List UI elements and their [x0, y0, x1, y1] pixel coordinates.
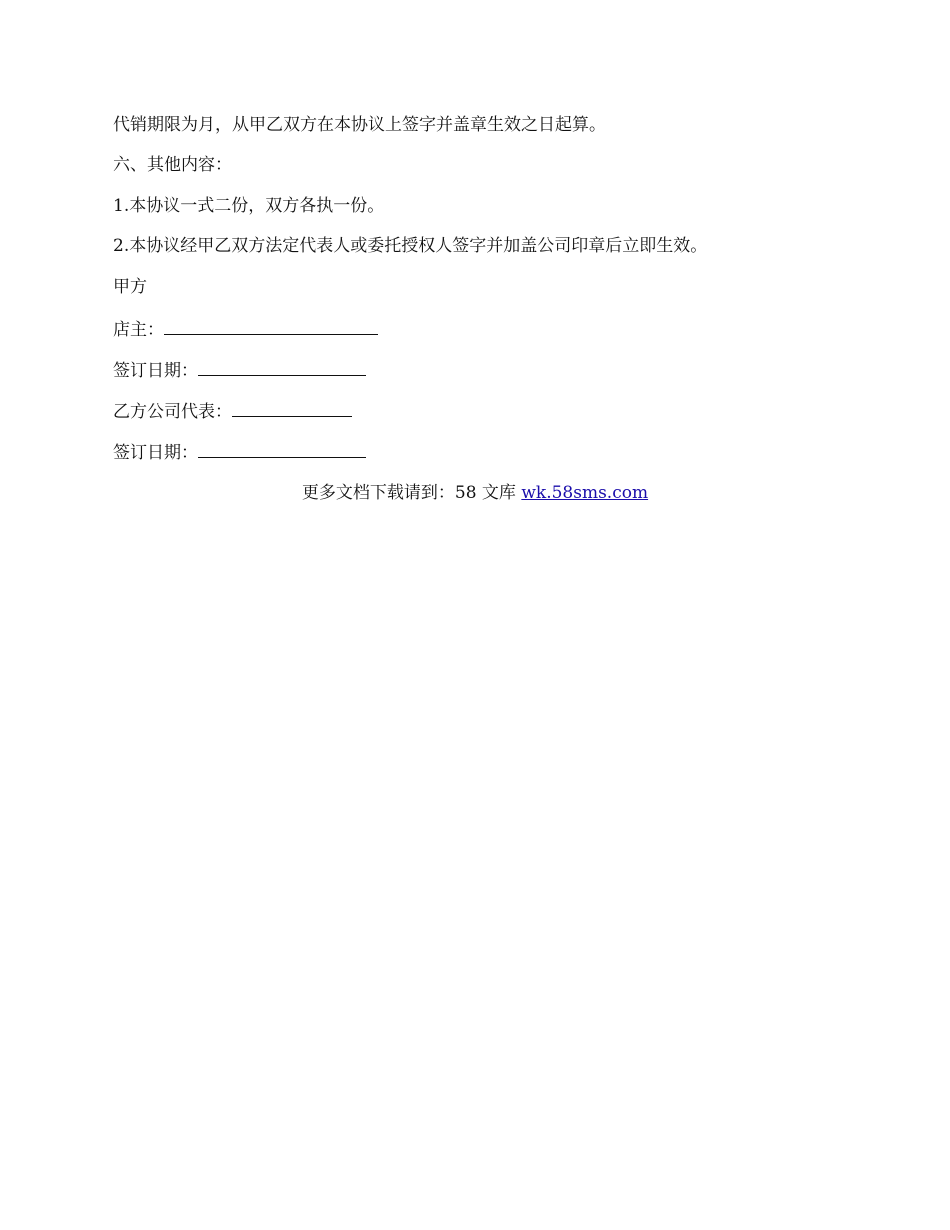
sign-date-blank-2	[198, 440, 366, 458]
party-a-label: 甲方	[113, 277, 147, 297]
sign-date-label-1: 签订日期：	[113, 361, 198, 381]
party-b-rep-row	[113, 399, 352, 423]
sign-date-row-1	[113, 358, 366, 382]
footer-link[interactable]: wk.58sms.com	[521, 483, 649, 503]
section-six-heading: 六、其他内容：	[113, 155, 232, 175]
clause-item-1: 1.本协议一式二份，双方各执一份。	[113, 196, 385, 216]
party-b-rep-label: 乙方公司代表：	[113, 402, 232, 422]
footer-text: 更多文档下载请到：58 文库	[301, 483, 522, 503]
sign-date-row-2	[113, 440, 366, 464]
sign-date-blank-1	[198, 358, 366, 376]
sign-date-label-2: 签订日期：	[113, 443, 198, 463]
term-paragraph: 代销期限为月，从甲乙双方在本协议上签字并盖章生效之日起算。	[113, 115, 606, 135]
owner-signature-blank	[164, 317, 378, 335]
clause-item-2: 2.本协议经甲乙双方法定代表人或委托授权人签字并加盖公司印章后立即生效。	[113, 236, 708, 256]
owner-signature-row	[113, 317, 378, 341]
party-b-rep-blank	[232, 399, 352, 417]
owner-label: 店主：	[113, 320, 164, 340]
download-footer	[0, 482, 950, 504]
